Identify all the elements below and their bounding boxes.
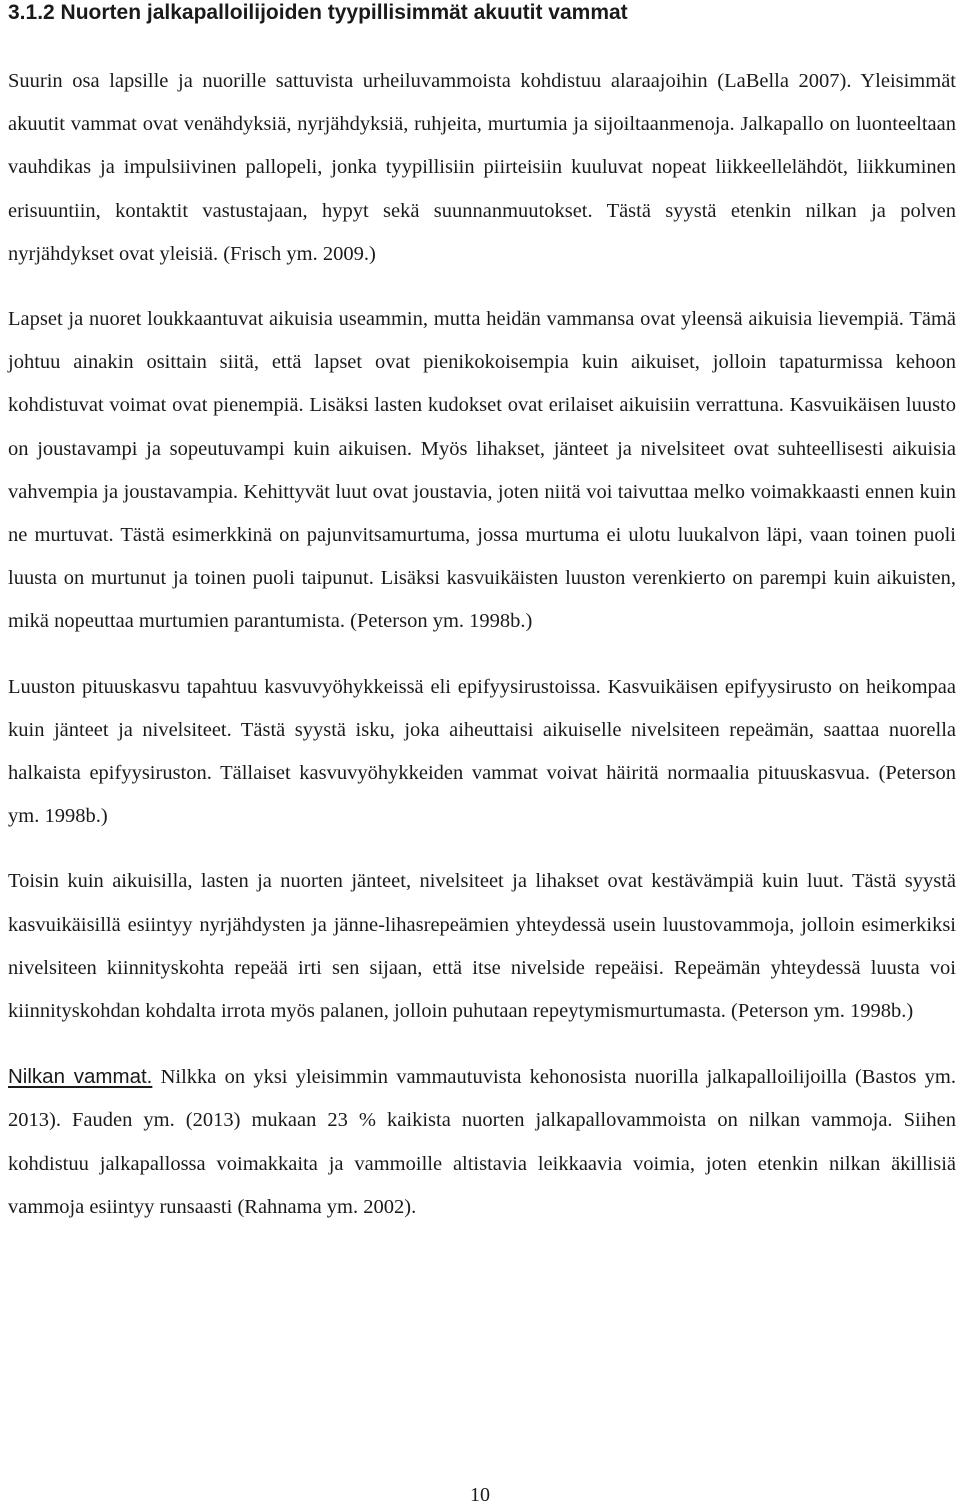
document-page [8, 0, 956, 1229]
section-heading: 3.1.2 Nuorten jalkapalloilijoiden tyypillisimmät akuutit vammat [8, 1, 628, 24]
ankle-injuries-text: Nilkka on yksi yleisimmin vammautuvista kehonosista nuorilla jalkapalloilijoilla (Bastos ym. 2013). Fauden ym. (2013) mukaan 23 % kaikista nuorten jalkapallovammoista on nilkan vammoja. Siihen kohdistuu jalkapallossa voimakkaita ja vammoille altistavia leikkaavia voimia, joten etenkin nilkan äkillisiä vammoja esiintyy runsaasti (Rahnama ym. 2002). [8, 1066, 956, 1218]
paragraph-children-injury-severity: Lapset ja nuoret loukkaantuvat aikuisia useammin, mutta heidän vammansa ovat yleensä aikuisia lievempiä. Tämä johtuu ainakin osittain siitä, että lapset ovat pienikokoisempia kuin aikuiset, jolloin tapaturmissa kehoon kohdistuvat voimat ovat pienempiä. Lisäksi lasten kudokset ovat erilaiset aikuisiin verrattuna. Kasvuikäisen luusto on joustavampi ja sopeutuvampi kuin aikuisen. Myös lihakset, jänteet ja nivelsiteet ovat suhteellisesti aikuisia vahvempia ja joustavampia. Kehittyvät luut ovat joustavia, joten niitä voi taivuttaa melko voimakkaasti ennen kuin ne murtuvat. Tästä esimerkkinä on pajunvitsamurtuma, jossa murtuma ei ulotu luukalvon läpi, vaan toinen puoli luusta on murtunut ja toinen puoli taipunut. Lisäksi kasvuikäisten luuston verenkierto on parempi kuin aikuisten, mikä nopeuttaa murtumien parantumista. (Peterson ym. 1998b.) [8, 308, 956, 633]
ankle-injuries-subheading: Nilkan vammat. [8, 1065, 153, 1089]
paragraph-sports-injuries-overview: Suurin osa lapsille ja nuorille sattuvista urheiluvammoista kohdistuu alaraajoihin (LaBella 2007). Yleisimmät akuutit vammat ovat venähdyksiä, nyrjähdyksiä, ruhjeita, murtumia ja sijoiltaanmenoja. Jalkapallo on luonteeltaan vauhdikas ja impulsiivinen pallopeli, jonka tyypillisiin piirteisiin kuuluvat nopeat liikkeellelähdöt, liikkuminen erisuuntiin, kontaktit vastustajaan, hypyt sekä suunnanmuutokset. Tästä syystä etenkin nilkan ja polven nyrjähdykset ovat yleisiä. (Frisch ym. 2009.) [8, 70, 956, 265]
paragraph-growth-plate: Luuston pituuskasvu tapahtuu kasvuvyöhykkeissä eli epifyysirustoissa. Kasvuikäisen epifyysirusto on heikompaa kuin jänteet ja nivelsiteet. Tästä syystä isku, joka aiheuttaisi aikuiselle nivelsiteen repeämän, saattaa nuorella halkaista epifyysiruston. Tällaiset kasvuvyöhykkeiden vammat voivat häiritä normaalia pituuskasvua. (Peterson ym. 1998b.) [8, 675, 956, 828]
paragraph-ankle-injuries [8, 1055, 956, 1229]
page-number: 10 [470, 1484, 490, 1506]
paragraph-tendon-strength: Toisin kuin aikuisilla, lasten ja nuorten jänteet, nivelsiteet ja lihakset ovat kestävämpiä kuin luut. Tästä syystä kasvuikäisillä esiintyy nyrjähdysten ja jänne-lihasrepeämien yhteydessä usein luustovammoja, jolloin esimerkiksi nivelsiteen kiinnityskohta repeää irti sen sijaan, että itse nivelside repeäisi. Repeämän yhteydessä luusta voi kiinnityskohdan kohdalta irrota myös palanen, jolloin puhutaan repeytymismurtumasta. (Peterson ym. 1998b.) [8, 870, 956, 1023]
